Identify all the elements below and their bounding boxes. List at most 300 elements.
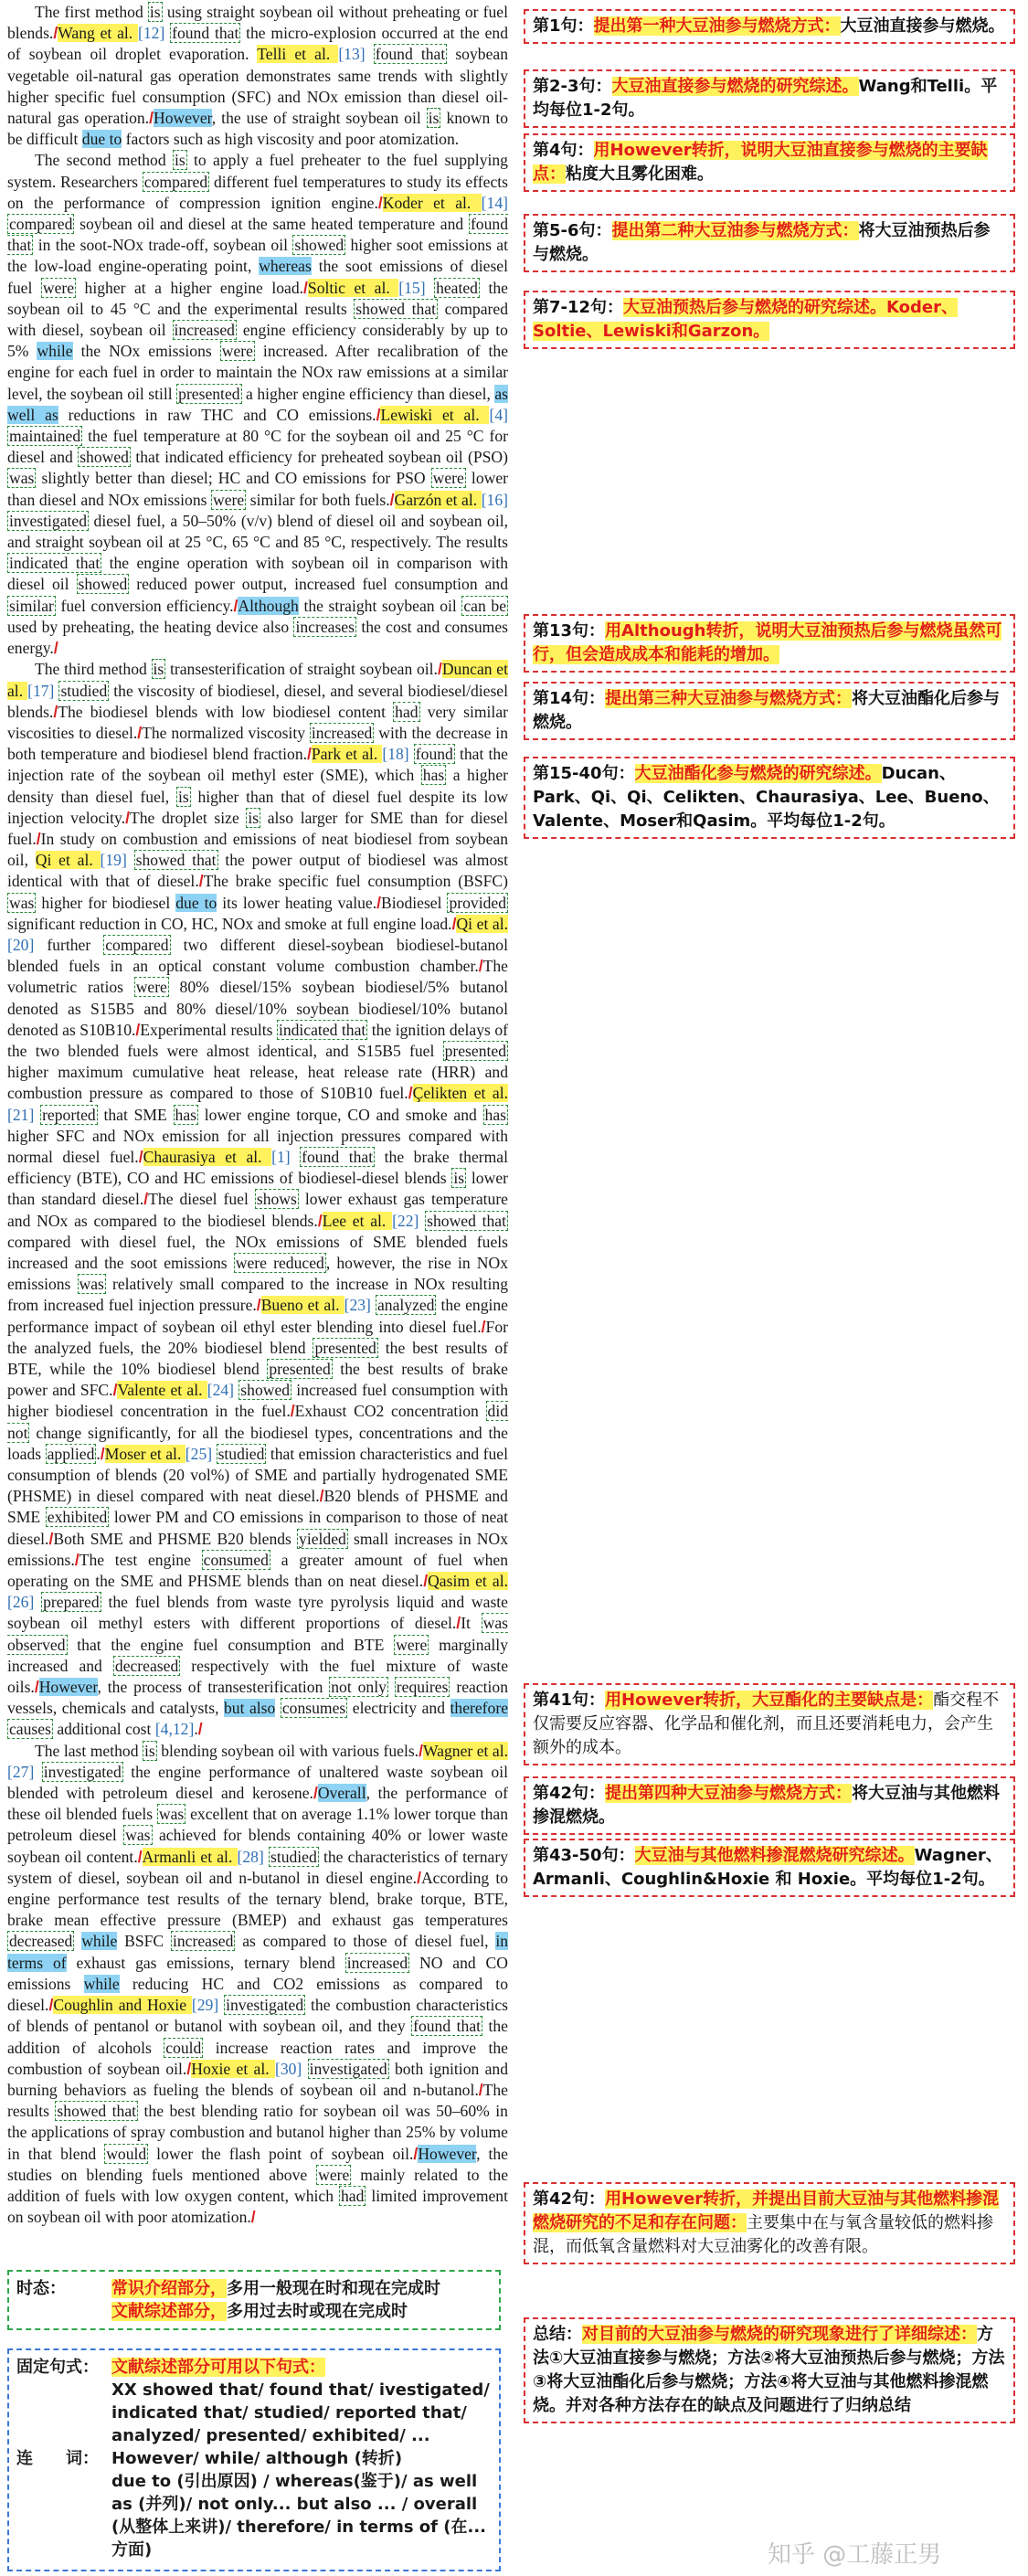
sentence-separator-icon: / [290, 1402, 295, 1421]
paper-text-run: the soybean oil to 45 °C and the experimental results [7, 278, 508, 318]
verb-box: has [175, 1105, 196, 1124]
paper-text-run: , the studies on blending fuels mentioned above [7, 2144, 508, 2184]
paper-text-run: higher for biodiesel [36, 893, 176, 912]
verb-box: can be [463, 596, 506, 615]
sentence-separator-icon: / [149, 109, 154, 128]
sentence-separator-icon: / [197, 1720, 203, 1739]
verb-box: consumed [203, 1550, 269, 1569]
paper-text-run: The brake specific fuel consumption (BSFC) [203, 872, 508, 891]
paper-text-run: the power output of biodiesel was almost identical with that of diesel. [7, 851, 508, 891]
verb-box: had [395, 702, 419, 721]
sentence-separator-icon: / [317, 1211, 323, 1230]
reference-number: [24] [207, 1381, 235, 1400]
verb-box: is [453, 1169, 465, 1188]
paper-text-run: blending soybean oil with various fuels. [156, 1741, 419, 1760]
paper-text-run: transesterification of straight soybean oil. [165, 660, 438, 679]
verb-box: presented [178, 384, 240, 403]
paper-text-run: slightly better than diesel; HC and CO emissions for PSO [36, 469, 431, 488]
author-citation: Çelikten et al. [412, 1084, 508, 1103]
paper-text-run: the NOx emissions [72, 342, 220, 361]
verb-box: was [125, 1826, 151, 1845]
reference-number: [22] [392, 1211, 419, 1230]
sentence-separator-icon: / [53, 702, 58, 721]
paper-text-run: that the injection rate of the soybean oil methyl ester (SME), which [7, 745, 508, 785]
paper-text-run [74, 1932, 81, 1950]
reference-number: [12] [138, 24, 165, 43]
author-citation: Telli et al. [257, 45, 339, 64]
connective-highlight: However [154, 109, 212, 128]
paper-text-run: The first method [35, 3, 148, 21]
author-citation: Wang et al. [58, 24, 138, 43]
paper-text-run: with the decrease in both temperature and biodiesel blend fraction. [7, 723, 508, 764]
connective-highlight: while [81, 1932, 118, 1951]
verb-box: provided [449, 893, 507, 912]
reference-number: [19] [100, 851, 127, 870]
author-citation: Lewiski et al. [380, 405, 490, 424]
connective-highlight: However [38, 1678, 98, 1697]
sentence-separator-icon: / [125, 808, 130, 827]
paper-text-run: Exhaust CO2 concentration [294, 1402, 486, 1421]
verb-box: would [106, 2144, 147, 2163]
reference-number: [18] [382, 745, 409, 764]
paper-text-run: marginally increased and [7, 1635, 508, 1675]
verb-box: were [135, 978, 167, 997]
sentence-separator-icon: / [143, 1190, 149, 1209]
verb-box: decreased [114, 1656, 179, 1675]
verb-box: is [248, 808, 260, 827]
paper-text-run [127, 851, 134, 869]
paragraph-4 [7, 1741, 508, 2229]
author-citation: Park et al. [311, 745, 383, 764]
verb-box: reported [42, 1105, 96, 1124]
verb-box: studied [217, 1444, 265, 1463]
paper-text-run: reductions in raw THC and CO emissions. [58, 405, 376, 424]
sentence-separator-icon: / [313, 1784, 318, 1803]
verb-box: indicated that [278, 1020, 366, 1039]
verb-box: causes [9, 1720, 51, 1739]
paper-text-run: higher maximum cumulative heat release, heat release rate (HRR) and combustion pressure as compared to those of S10B10 fuel. [7, 1063, 508, 1103]
sentence-separator-icon: / [481, 1317, 486, 1336]
paper-text-run: the engine performance impact of soybean oil ethyl ester blending into diesel fuel. [7, 1296, 508, 1336]
reference-number: [4] [489, 405, 508, 424]
author-citation: Qi et al. [456, 914, 508, 933]
sentence-separator-icon: / [389, 490, 395, 509]
author-citation: Armanli et al. [142, 1847, 238, 1866]
paper-text-run: engine efficiency considerably by up to 5% [7, 321, 508, 361]
verb-box: shows [256, 1190, 297, 1209]
connective-highlight: However [418, 2144, 477, 2163]
paper-text-run: the engine operation with soybean oil in comparison with diesel oil [7, 554, 508, 594]
verb-box: showed [294, 236, 344, 255]
verb-box: was [9, 469, 35, 488]
reference-number: [25] [185, 1444, 213, 1463]
verb-box: found that [413, 2017, 482, 2036]
verb-box: was [158, 1805, 185, 1824]
verb-box: were [42, 278, 75, 297]
paper-text-run: fuel conversion efficiency. [55, 596, 234, 615]
paper-text-run: a greater amount of fuel when operating on the SME and PHSME blends than on neat diesel. [7, 1550, 508, 1591]
reference-number: [28] [237, 1847, 264, 1866]
connective-highlight: Overall [317, 1784, 366, 1803]
paper-text-run: the engine performance of unaltered waste soybean oil blended with petroleum diesel and kerosene. [7, 1762, 508, 1803]
verb-box: not only [331, 1678, 387, 1697]
paragraph-3 [7, 659, 508, 1740]
paper-text-run: the characteristics of ternary system of diesel, soybean oil and n-butanol in diesel engine. [7, 1847, 508, 1887]
note-3: 第4句：用However转折，说明大豆油直接参与燃烧的主要缺点：粘度大且雾化困难。 [524, 133, 1015, 192]
verb-box: has [484, 1105, 506, 1124]
sentence-separator-icon: / [478, 2080, 483, 2099]
sentence-separator-icon: / [137, 1847, 143, 1866]
verb-box: was [79, 1275, 104, 1294]
paper-text-run: the cost and consumes energy. [7, 617, 508, 658]
verb-box: showed [78, 575, 128, 594]
note-10: 第42句：提出第四种大豆油参与燃烧方式：将大豆油与其他燃料掺混燃烧。 [524, 1776, 1015, 1835]
sentence-separator-icon: / [34, 1678, 39, 1697]
verb-box: found that [7, 215, 508, 255]
verb-box: investigated [226, 1996, 304, 2015]
verb-box: increased [311, 723, 373, 742]
verb-box: decreased [9, 1932, 73, 1951]
verb-box: had [340, 2186, 365, 2205]
paper-text-run: the brake thermal efficiency (BTE), CO and HC emissions of biodiesel-diesel blends [7, 1147, 508, 1188]
sentence-separator-icon: / [303, 278, 308, 297]
paper-text-run: the viscosity of biodiesel, diesel, and several biodiesel/diesel blends. [7, 681, 508, 721]
phrase-title: 文献综述部分可用以下句式： [111, 2358, 325, 2377]
author-citation: Chaurasiya et al. [143, 1147, 272, 1166]
note-9: 第41句：用However转折，大豆酯化的主要缺点是：酯交程不仅需要反应容器、化学品和催化剂，而且还要消耗电力，会产生额外的成本。 [524, 1683, 1015, 1765]
connective-highlight: due to [81, 130, 122, 149]
paper-text-run: the ignition delays of the two blended fuels were almost identical, and S15B5 fuel [7, 1020, 508, 1060]
paper-text-run: additional cost [52, 1720, 155, 1739]
sentence-separator-icon: / [135, 1020, 141, 1039]
verb-box: requires [396, 1678, 449, 1697]
author-citation: Garzón et al. [394, 490, 482, 509]
conj-label: 连 词： [16, 2449, 99, 2468]
verb-box: showed that [57, 2102, 137, 2121]
verb-box: heated [436, 278, 478, 297]
author-citation: Koder et al. [382, 193, 482, 212]
phrase-label: 固定句式： [16, 2358, 99, 2377]
sentence-separator-icon: / [112, 1381, 118, 1400]
paper-text-run [302, 2060, 307, 2078]
verb-box: investigated [9, 511, 88, 530]
paper-text-run: exhaust gas emissions, ternary blend [66, 1953, 345, 1972]
paper-text-run: increase reaction rates and improve the combustion of soybean oil. [7, 2038, 508, 2078]
paper-text-run: The second method [35, 151, 173, 170]
paper-text-run: very similar viscosities to diesel. [7, 702, 508, 742]
author-citation: Wagner et al. [422, 1741, 508, 1760]
verb-box: applied [47, 1444, 95, 1463]
verb-box: were [432, 469, 464, 488]
author-citation: Soltic et al. [307, 278, 399, 297]
paper-text [7, 2, 508, 2242]
paper-text-run: using straight soybean oil without preheating or fuel blends. [7, 3, 508, 43]
verb-box: compared [143, 172, 208, 191]
paper-text-run: the soot emissions of diesel fuel [7, 257, 508, 297]
paper-text-run: relatively small compared to the increase in NOx resulting from increased fuel injection pressure. [7, 1275, 508, 1315]
paper-text-run: The last method [35, 1741, 143, 1760]
paper-text-run: respectively with the fuel mixture of waste oils. [7, 1656, 508, 1697]
paragraph-1 [7, 2, 508, 150]
paper-text-run: that SME [97, 1105, 174, 1124]
sentence-separator-icon: / [250, 2208, 256, 2227]
sentence-separator-icon: / [48, 1996, 54, 2015]
paper-text-run: its lower heating value. [217, 893, 377, 912]
verb-box: found that [302, 1147, 374, 1166]
sentence-separator-icon: / [413, 2144, 419, 2163]
conj-line-1: However/ while/ although (转折) [111, 2449, 403, 2468]
paper-text-run: significant reduction in CO, HC, NOx and smoke at full engine load. [7, 914, 452, 933]
watermark: 知乎 @工藤正男 [768, 2541, 942, 2569]
verb-box: were [396, 1635, 428, 1654]
connective-highlight: while [83, 1974, 120, 1993]
verb-box: showed that [427, 1211, 506, 1230]
reference-number: [13] [338, 45, 366, 64]
paper-text-run: soybean oil and diesel at the same heated temperature and [74, 215, 469, 234]
tense-label: 时态： [16, 2279, 66, 2298]
paper-text-run: lower than standard diesel. [7, 1169, 508, 1209]
note-4: 第5-6句：提出第二种大豆油参与燃烧方式：将大豆油预热后参与燃烧。 [524, 214, 1015, 272]
paper-text-run: that the engine fuel consumption and BTE [67, 1635, 395, 1654]
sentence-separator-icon: / [53, 24, 58, 43]
phrase-list: XX showed that/ found that/ ivestigated/ indicated that/ studied/ reported that/ analyzed/ presented/ exhibited/ ... [111, 2380, 490, 2445]
paper-text-run: , however, the rise in NOx emissions [7, 1253, 508, 1294]
paper-text-run [426, 279, 435, 297]
summary-note: 总结：对目前的大豆油参与燃烧的研究现象进行了详细综述：方法①大豆油直接参与燃烧；方法②将大豆油预热后参与燃烧；方法③将大豆油酯化后参与燃烧；方法④将大豆油与其他燃料掺混燃烧。并对各种方法存在的缺点及问题进行了归纳总结 [524, 2317, 1015, 2423]
verb-box: showed that [355, 299, 437, 318]
reference-number: [23] [344, 1296, 371, 1315]
sentence-separator-icon: / [198, 872, 204, 891]
verb-box: investigated [43, 1762, 122, 1781]
paper-text-run: reducing HC and CO2 emissions as compared to diesel. [7, 1974, 508, 2015]
reference-number: [29] [191, 1996, 219, 2015]
paper-text-run: . [96, 1444, 101, 1463]
sentence-separator-icon: / [377, 193, 383, 212]
sentence-separator-icon: / [451, 914, 457, 933]
verb-box: showed [240, 1381, 291, 1400]
sentence-separator-icon: / [408, 1084, 413, 1103]
paper-text-run: lower than diesel and NOx emissions [7, 469, 508, 509]
paper-text-run: lower the flash point of soybean oil. [148, 2144, 414, 2163]
verb-box: is [149, 3, 161, 21]
sentence-separator-icon: / [74, 1550, 79, 1569]
author-citation: Moser et al. [104, 1444, 185, 1463]
paper-text-run: According to engine performance test results of the ternary blend, brake torque, BTE, brake mean effective pressure (BMEP) and exhaust gas temperatures [7, 1868, 508, 1930]
reference-number: [4,12] [154, 1720, 195, 1739]
paper-text-run [388, 1678, 395, 1696]
verb-box: found that [172, 24, 239, 43]
verb-box: increased [346, 1953, 408, 1972]
reference-number: [27] [7, 1762, 35, 1781]
paper-text-run: mainly related to the addition of fuels with low oxygen content, which [7, 2165, 508, 2205]
note-1: 第1句：提出第一种大豆油参与燃烧方式：大豆油直接参与燃烧。 [524, 9, 1015, 44]
note-8: 第15-40句：大豆油酯化参与燃烧的研究综述。Ducan、Park、Qi、Qi、Celikten、Chaurasiya、Lee、Bueno、Valente、Moser和Qasim。平均每位1-2句。 [524, 757, 1015, 839]
paper-text-run: BSFC [117, 1932, 171, 1951]
connective-highlight: therefore [450, 1699, 508, 1718]
paper-text-run: , the performance of these oil blended fuels [7, 1784, 508, 1824]
verb-box: consumes [281, 1699, 346, 1718]
paper-text-run: in the soot-NOx trade-off, soybean oil [33, 236, 293, 255]
paper-text-run: the best results of BTE, while the 10% biodiesel blend [7, 1338, 508, 1378]
paragraph-2 [7, 150, 508, 659]
paper-text-run: Both SME and PHSME B20 blends [53, 1529, 298, 1548]
connective-highlight: in terms of [7, 1932, 508, 1972]
sentence-separator-icon: / [137, 723, 143, 742]
paper-text-run: a higher engine efficiency than diesel, [241, 384, 495, 403]
connective-highlight: Although [238, 596, 299, 615]
author-citation: Qasim et al. [428, 1572, 508, 1591]
paper-text-run: limited improvement on soybean oil with poor atomization. [7, 2186, 508, 2227]
paper-text-run: the micro-explosion occurred at the end of soybean oil droplet evaporation. [7, 24, 508, 64]
paper-text-run: higher SFC and NOx emission for all injection pressures compared with normal diesel fuel. [7, 1126, 508, 1166]
note-11: 第43-50句：大豆油与其他燃料掺混燃烧研究综述。Wagner、Armanli、Coughlin&Hoxie 和 Hoxie。平均每位1-2句。 [524, 1839, 1015, 1897]
paper-text-run: The third method [35, 660, 152, 679]
reference-number: [15] [398, 278, 426, 297]
sentence-separator-icon: / [478, 957, 483, 976]
verb-box: showed that [135, 851, 217, 870]
sentence-separator-icon: / [423, 1572, 429, 1591]
verb-box: indicated that [9, 554, 101, 573]
paper-text-run: higher at a higher engine load. [76, 278, 304, 297]
verb-box: were [318, 2165, 350, 2184]
paper-text-run: compared with diesel, soybean oil [7, 299, 508, 340]
paper-text-run: electricity and [347, 1699, 450, 1718]
note-6: 第13句：用Although转折，说明大豆油预热后参与燃烧虽然可行，但会造成成本和能耗的增加。 [524, 614, 1015, 673]
verb-box: did not [7, 1402, 508, 1442]
paper-text-run: increased fuel consumption with higher biodiesel concentration in the fuel. [7, 1381, 508, 1421]
paper-text-run: small increases in NOx emissions. [7, 1529, 508, 1569]
paper-text-run: used by preheating, the heating device also [7, 617, 294, 636]
verb-box: is [428, 109, 440, 128]
note-7: 第14句：提出第三种大豆油参与燃烧方式：将大豆油酯化后参与燃烧。 [524, 682, 1015, 740]
paper-text-run: , the use of straight soybean oil [211, 109, 427, 128]
paper-text-run: The diesel fuel [148, 1190, 255, 1209]
reference-number: [17] [27, 681, 55, 700]
author-citation: Coughlin and Hoxie [53, 1996, 192, 2015]
verb-box: were [213, 490, 245, 509]
verb-box: increased [172, 1932, 234, 1951]
verb-box: compared [105, 935, 169, 954]
paper-text-run: The results [7, 2080, 508, 2121]
paper-text-run: the addition of alcohols [7, 2017, 508, 2057]
verb-box: could [165, 2038, 202, 2057]
paper-text-run: In study on combustion and emissions of neat biodiesel from soybean oil, [7, 829, 508, 870]
paper-text-run: two different diesel-soybean biodiesel-butanol blended fuels in an optical constant volume combustion chamber. [7, 935, 508, 976]
paper-text-run [34, 1763, 41, 1781]
sentence-separator-icon: / [48, 1529, 54, 1548]
paper-text-run: the fuel temperature at 80 °C for the soybean oil and 25 °C for diesel and [7, 427, 508, 467]
paper-text-run: soybean vegetable oil-natural gas operation demonstrates same trends with slightly higher specific fuel consumption (SFC) and NOx emission than diesel oil-natural gas operation. [7, 45, 508, 128]
verb-box: increases [295, 617, 355, 636]
paper-text-run: also larger for SME than for diesel fuel. [7, 808, 508, 848]
verb-box: exhibited [47, 1508, 108, 1527]
verb-box: were [221, 342, 253, 361]
paper-text-run: . [194, 1720, 198, 1739]
reference-number: [26] [7, 1593, 35, 1612]
sentence-separator-icon: / [417, 1868, 421, 1887]
author-citation: Bueno et al. [260, 1296, 344, 1315]
sentence-separator-icon: / [307, 745, 312, 764]
reference-number: [16] [481, 490, 508, 509]
sentence-separator-icon: / [456, 1614, 461, 1633]
paper-text-run: The droplet size [130, 808, 247, 827]
author-citation: Duncan et al. [7, 660, 508, 700]
paper-text-run: B20 blends of PHSME and SME [7, 1487, 508, 1527]
paper-text-run: 80% diesel/15% soybean biodiesel/5% butanol denoted as S15B5 and 80% diesel/10% soybean biodiesel/10% butanol denoted as S10B10. [7, 978, 508, 1039]
paper-text-run: the fuel blends from waste tyre pyrolysis liquid and waste soybean oil methyl esters with different proportions of diesel. [7, 1593, 508, 1633]
paper-text-run: The volumetric ratios [7, 957, 508, 997]
verb-box: presented [314, 1338, 376, 1357]
paper-text-run: both ignition and burning behaviors as fueling the blends of soybean oil and n-butanol. [7, 2059, 508, 2099]
verb-box: presented [269, 1360, 331, 1378]
connective-highlight: due to [175, 893, 217, 912]
phrase-box [7, 2348, 501, 2571]
paper-text-run: similar for both fuels. [246, 490, 390, 509]
paper-text-run: Biodiesel [381, 893, 448, 912]
verb-box: studied [270, 1847, 317, 1866]
reference-number: [30] [274, 2059, 302, 2078]
paper-text-run: The test engine [79, 1550, 202, 1569]
conj-line-2: due to (引出原因) / whereas(鉴于)/ as well as (并列)/ not only... but also ... / overall (从整体上来讲)/ therefore/ in terms of (在...方面) [111, 2472, 487, 2560]
tense-box: 时态： 常识介绍部分，多用一般现在时和现在完成时 文献综述部分，多用过去时或现在完成时 [7, 2270, 501, 2330]
paper-text-run: a higher density than diesel fuel, [7, 766, 508, 806]
paper-text-run [34, 1593, 41, 1611]
paper-text-run: that indicated efficiency for preheated soybean oil (PSO) [130, 448, 508, 467]
note-12: 第42句：用However转折，并提出目前大豆油与其他燃料掺混燃烧研究的不足和存在问题：主要集中在与氧含量较低的燃料掺混，而低氧含量燃料对大豆油雾化的改善有限。 [524, 2182, 1015, 2264]
sentence-separator-icon: / [419, 1741, 423, 1760]
sentence-separator-icon: / [256, 1296, 261, 1315]
paper-text-run: factors such as high viscosity and poor atomization. [122, 130, 460, 149]
note-2: 第2-3句：大豆油直接参与燃烧的研究综述。Wang和Telli。平均每位1-2句。 [524, 69, 1015, 128]
paper-text-run: lower engine torque, CO and smoke and [198, 1105, 483, 1124]
verb-box: yielded [299, 1529, 346, 1548]
paper-text-run [212, 1445, 216, 1463]
paper-text-run [366, 45, 374, 63]
verb-box: maintained [9, 427, 81, 446]
paper-text-run: change significantly, for all the biodiesel types, concentrations and the loads [7, 1423, 508, 1463]
sentence-separator-icon: / [437, 660, 442, 679]
connective-highlight: as well as [7, 384, 508, 424]
paper-text-run: further [34, 935, 104, 954]
sentence-separator-icon: / [53, 639, 58, 658]
paper-text-run: as compared to those of diesel fuel, [235, 1932, 496, 1951]
sentence-separator-icon: / [186, 2059, 192, 2078]
paper-text-run: It [461, 1614, 482, 1633]
paper-text-run: the best blending ratio for soybean oil was 50–60% in the applications of spray combustion and butanol higher than 25% by volume in that blend [7, 2102, 508, 2163]
sentence-separator-icon: / [376, 893, 382, 912]
paper-text-run: lower exhaust gas temperature and NOx as compared to the biodiesel blends. [7, 1190, 508, 1230]
verb-box: was observed [7, 1614, 508, 1654]
reference-number: [14] [481, 193, 508, 212]
paper-text-run: to apply a fuel preheater to the fuel supplying system. Researchers [7, 151, 508, 191]
paper-text-run: The normalized viscosity [142, 723, 310, 742]
paper-text-run: excellent that on average 1.1% lower torque than petroleum diesel [7, 1805, 508, 1845]
paper-text-run: compared with diesel fuel, the NOx emissions of SME blended fuels increased and the soot emissions [7, 1232, 508, 1272]
verb-box: prepared [43, 1593, 100, 1612]
verb-box: is [174, 151, 185, 170]
paper-text-run: higher than that of diesel fuel despite its low injection velocity. [7, 787, 508, 827]
author-citation: Hoxie et al. [191, 2059, 275, 2078]
author-citation: Qi et al. [35, 851, 101, 870]
paper-text-run: diesel fuel, a 50–50% (v/v) blend of diesel oil and soybean oil, and straight soybean oil at 25 °C, 65 °C and 85 °C, respectively. The results [7, 511, 508, 552]
paper-text-run: increased. After recalibration of the engine for each fuel in order to maintain the NOx raw emissions at a similar level, the soybean oil still [7, 342, 508, 403]
paper-text-run: higher soot emissions at the low-load engine-operating point, [7, 236, 508, 276]
verb-box: compared [9, 215, 73, 234]
paper-text-run: achieved for blends containing 40% or lower waste soybean oil content. [7, 1826, 508, 1866]
reference-number: [20] [7, 935, 35, 954]
paper-text-run: known to be difficult [7, 109, 508, 149]
verb-box: is [144, 1741, 155, 1760]
